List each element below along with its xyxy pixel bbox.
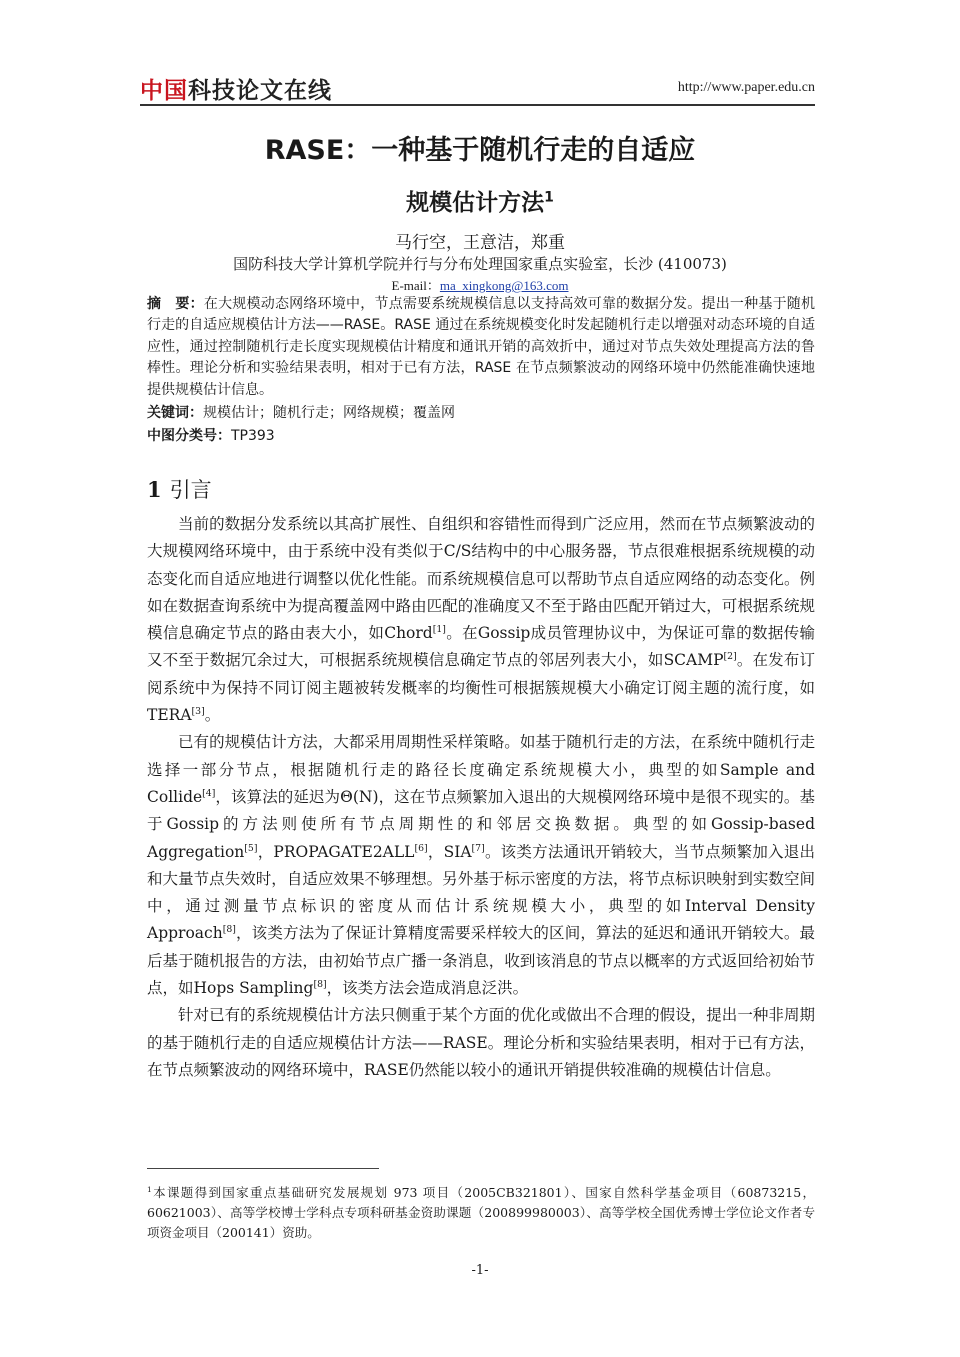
email-link[interactable]: ma_xingkong@163.com [439, 278, 569, 293]
email-label: E-mail： [391, 278, 440, 293]
footnote-mark: 1 [147, 1184, 152, 1194]
p2-text-1: 已有的规模估计方法，大都采用周期性采样策略。如基于随机行走的方法，在系统中随机行走选择一部分节点，根据随机行走的路径长度确定系统规模大小，典型的如Sample and Collide [147, 733, 815, 806]
citation-7[interactable]: [7] [471, 842, 485, 854]
classification-label: 中图分类号： [147, 428, 231, 444]
p2-text-4: ，SIA [427, 842, 472, 861]
citation-9[interactable]: [8] [313, 978, 327, 990]
paragraph-3: 针对已有的系统规模估计方法只侧重于某个方面的优化或做出不合理的假设，提出一种非周期的基于随机行走的自适应规模估计方法——RASE。理论分析和实验结果表明，相对于已有方法，在节点频繁波动的网络环境中，RASE仍然能以较小的通讯开销提供较准确的规模估计信息。 [147, 1006, 815, 1079]
paragraph-2 [147, 729, 815, 1002]
page-header [140, 70, 815, 106]
citation-1[interactable]: [1] [432, 624, 446, 636]
p2-text-7: ，该类方法会造成消息泛洪。 [326, 979, 529, 998]
abstract [147, 294, 815, 401]
affiliation: 国防科技大学计算机学院并行与分布处理国家重点实验室，长沙 (410073) [233, 255, 727, 273]
title-line2-text: 规模估计方法 [406, 190, 545, 216]
p2-text-2: ，该算法的延迟为Θ(N)，这在节点频繁加入退出的大规模网络环境中是很不现实的。基于Gossip的方法则使所有节点周期性的和邻居交换数据。典型的如Gossip-based Aggregation [147, 787, 815, 861]
citation-8[interactable]: [8] [222, 924, 236, 936]
p1-text-1: 当前的数据分发系统以其高扩展性、自组织和容错性而得到广泛应用，然而在节点频繁波动的大规模网络环境中，由于系统中没有类似于C/S结构中的中心服务器，节点很难根据系统规模的动态变化而自适应地进行调整以优化性能。而系统规模信息可以帮助节点自适应网络的动态变化。例如在数据查询系统中为提高覆盖网中路由匹配的准确度又不至于路由匹配开销过大，可根据系统规模信息确定节点的路由表大小，如Chord [147, 515, 815, 643]
classification-code: TP393 [231, 428, 275, 444]
section-number: 1 [147, 477, 162, 502]
body-text [147, 511, 815, 1084]
abstract-text: 在大规模动态网络环境中，节点需要系统规模信息以支持高效可靠的数据分发。提出一种基于随机行走的自适应规模估计方法——RASE。RASE 通过在系统规模变化时发起随机行走以增强对动态环境的自适应性，通过控制随机行走长度实现规模估计精度和通讯开销的高效折中，通过对节点失效处理提高方法的鲁棒性。理论分析和实验结果表明，相对于已有方法，RASE 在节点频繁波动的网络环境中仍然能准确快速地提供规模估计信息。 [147, 296, 816, 398]
authors: 马行空，王意洁，郑重 [395, 233, 565, 253]
paper-title-line2 [0, 184, 960, 217]
footnote-divider [147, 1168, 379, 1169]
abstract-label: 摘 要： [147, 296, 204, 312]
title-footnote-mark[interactable]: 1 [544, 189, 554, 206]
p2-text-6: ，该类方法为了保证计算精度需要采样较大的区间，算法的延迟和通讯开销较大。最后基于随机报告的方法，由初始节点广播一条消息，收到该消息的节点以概率的方式返回给初始节点，如Hops Sampling [147, 924, 815, 998]
paragraph-1 [147, 511, 815, 729]
classification [147, 425, 275, 445]
keywords-label: 关键词： [147, 405, 203, 421]
footnote-text: 本课题得到国家重点基础研究发展规划 973 项目（2005CB321801）、国家自然科学基金项目（60873215，60621003）、高等学校博士学科点专项科研基金资助课题（200899980003）、高等学校全国优秀博士学位论文作者专项资金项目（200141）资助。 [147, 1185, 815, 1240]
citation-2[interactable]: [2] [723, 651, 737, 663]
p1-text-4: 。 [204, 706, 221, 725]
citation-5[interactable]: [5] [244, 842, 258, 854]
logo-dark-text: 科技论文在线 [188, 78, 332, 104]
keywords-text: 规模估计；随机行走；网络规模；覆盖网 [203, 405, 455, 421]
p2-text-3: ，PROPAGATE2ALL [257, 842, 415, 861]
p1-text-2: 。在Gossip成员管理协议中，为保证可靠的数据传输又不至于数据冗余过大，可根据系统规模信息确定节点的邻居列表大小，如SCAMP [147, 624, 815, 670]
logo-red-text: 中国 [140, 78, 188, 104]
p1-text-3: 。在发布订阅系统中为保持不同订阅主题被转发概率的均衡性可根据簇规模大小确定订阅主题的流行度，如TERA [147, 651, 815, 725]
paper-title-line1: RASE：一种基于随机行走的自适应 [264, 135, 696, 166]
page-number: -1- [471, 1263, 489, 1278]
footnote [147, 1183, 815, 1243]
email-line [0, 275, 960, 294]
p2-text-5: 。该类方法通讯开销较大，当节点频繁加入退出和大量节点失效时，自适应效果不够理想。另外基于标示密度的方法，将节点标识映射到实数空间中，通过测量节点标识的密度从而估计系统规模大小，典型的如Interval Density Approach [147, 842, 816, 943]
site-logo[interactable] [140, 72, 332, 105]
section-title: 引言 [169, 478, 212, 502]
citation-3[interactable]: [3] [191, 705, 205, 717]
citation-6[interactable]: [6] [414, 842, 428, 854]
citation-4[interactable]: [4] [202, 787, 216, 799]
keywords [147, 402, 455, 422]
section-heading [147, 474, 212, 504]
site-url[interactable]: http://www.paper.edu.cn [677, 80, 815, 95]
